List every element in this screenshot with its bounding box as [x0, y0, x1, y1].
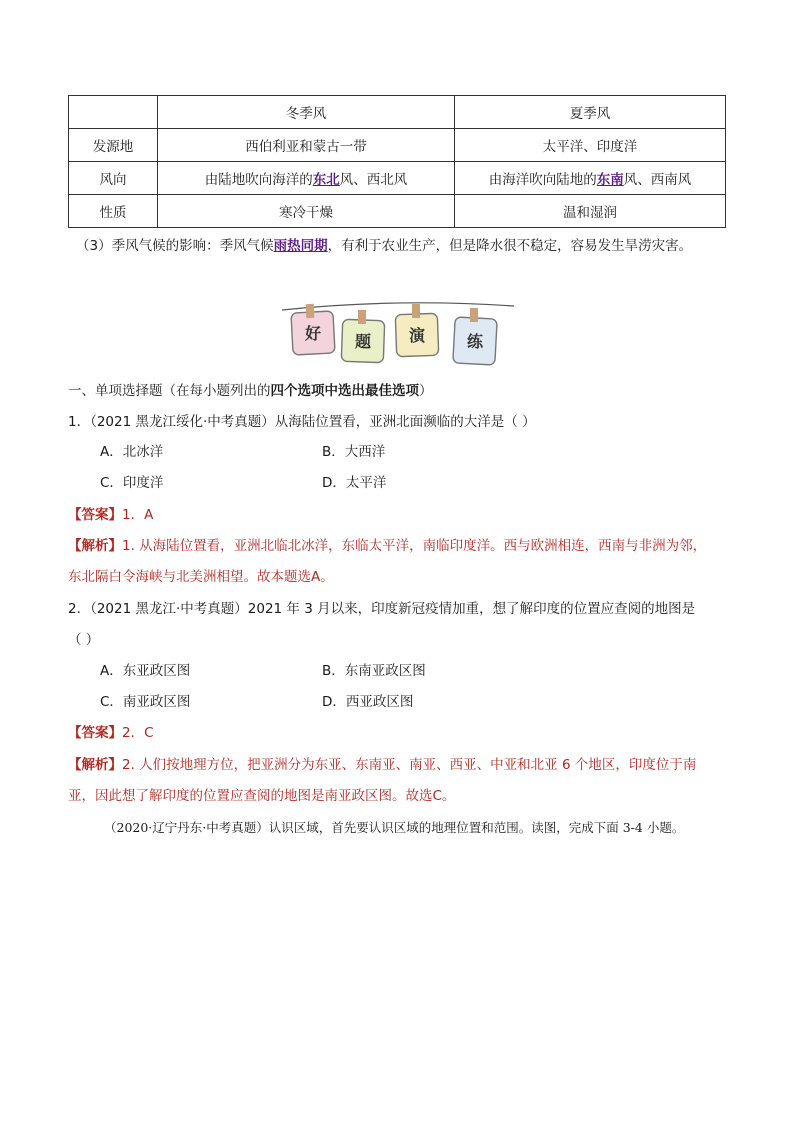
- banner-char: 题: [354, 332, 372, 351]
- q2-option-b[interactable]: B．东南亚政区图: [322, 663, 426, 679]
- q2-answer-value: 2．C: [122, 725, 154, 741]
- section-title-bold: 四个选项中选出最佳选项: [270, 383, 419, 399]
- q1-stem: 1．（2021 黑龙江绥化·中考真题）从海陆位置看，亚洲北面濒临的大洋是（ ）: [68, 414, 536, 430]
- banner-card: [453, 308, 497, 365]
- banner-char: 演: [408, 326, 426, 345]
- q2-answer: [68, 723, 154, 743]
- summer-nature: 温和湿润: [455, 195, 726, 228]
- table-row: [69, 195, 726, 228]
- winter-direction-pre: 由陆地吹向海洋的: [204, 172, 313, 188]
- q1-option-a[interactable]: A．北冰洋: [100, 444, 164, 460]
- monsoon-table: [68, 95, 726, 228]
- q2-answer-tag: 【答案】: [68, 725, 122, 741]
- banner-char: 好: [304, 324, 322, 343]
- impact-pre: （3）季风气候的影响：季风气候: [76, 238, 274, 254]
- section-title: [68, 381, 433, 401]
- winter-nature: 寒冷干燥: [158, 195, 455, 228]
- practice-banner: [278, 296, 518, 376]
- monsoon-impact-note: [76, 236, 692, 256]
- table-header-corner: [69, 96, 158, 129]
- q2-analysis-line1: [68, 755, 696, 775]
- winter-direction-highlight: 东北: [312, 172, 340, 188]
- q1-answer-value: 1．A: [122, 507, 154, 523]
- q2-stem-line1: 2．（2021 黑龙江·中考真题）2021 年 3 月以来，印度新冠疫情加重，想了解印度的位置应查阅的地图是: [68, 601, 696, 617]
- table-row: [69, 162, 726, 195]
- q1-option-c[interactable]: C．印度洋: [100, 475, 164, 491]
- table-header-row: [69, 96, 726, 129]
- banner-card: [395, 304, 438, 357]
- impact-highlight: 雨热同期: [273, 238, 328, 254]
- summer-direction: [455, 162, 726, 195]
- q1-analysis-text1: 1. 从海陆位置看，亚洲北临北冰洋，东临太平洋，南临印度洋。西与欧洲相连，西南与非洲为邻，: [122, 538, 707, 554]
- row-label-source: 发源地: [69, 129, 158, 162]
- winter-source: 西伯利亚和蒙古一带: [158, 129, 455, 162]
- q2-analysis-tag: 【解析】: [68, 757, 122, 773]
- q1-analysis-line1: [68, 536, 706, 556]
- summer-direction-post: 风、西南风: [623, 172, 692, 188]
- winter-direction-post: 风、西北风: [339, 172, 408, 188]
- section-title-post: ）: [419, 383, 433, 399]
- q2-option-a[interactable]: A．东亚政区图: [100, 663, 191, 679]
- row-label-nature: 性质: [69, 195, 158, 228]
- table-header-winter: 冬季风: [158, 96, 455, 129]
- q1-option-b[interactable]: B．大西洋: [322, 444, 386, 460]
- summer-direction-pre: 由海洋吹向陆地的: [488, 172, 597, 188]
- row-label-direction: 风向: [69, 162, 158, 195]
- q3-intro: （2020·辽宁丹东·中考真题）认识区域，首先要认识区域的地理位置和范围。读图，完成下面 3-4 小题。: [104, 820, 685, 835]
- q1-analysis-line2: 东北隔白令海峡与北美洲相望。故本题选A。: [68, 569, 334, 585]
- banner-card: [291, 304, 335, 355]
- q1-answer: [68, 505, 153, 525]
- section-title-pre: 一、单项选择题（在每小题列出的: [68, 383, 271, 399]
- summer-source: 太平洋、印度洋: [455, 129, 726, 162]
- q2-analysis-text1: 2. 人们按地理方位，把亚洲分为东亚、东南亚、南亚、西亚、中亚和北亚 6 个地区，印度位于南: [122, 757, 697, 773]
- q1-analysis-tag: 【解析】: [68, 538, 122, 554]
- banner-char: 练: [466, 332, 484, 351]
- q2-option-d[interactable]: D．西亚政区图: [322, 694, 414, 710]
- winter-direction: [158, 162, 455, 195]
- table-row: [69, 129, 726, 162]
- q2-stem-line2: （ ）: [68, 632, 100, 648]
- impact-post: ，有利于农业生产，但是降水很不稳定，容易发生旱涝灾害。: [327, 238, 693, 254]
- table-header-summer: 夏季风: [455, 96, 726, 129]
- summer-direction-highlight: 东南: [596, 172, 624, 188]
- q1-answer-tag: 【答案】: [68, 507, 122, 523]
- banner-card: [341, 310, 384, 363]
- q1-option-d[interactable]: D．太平洋: [322, 475, 387, 491]
- q2-option-c[interactable]: C．南亚政区图: [100, 694, 191, 710]
- q2-analysis-line2: 亚，因此想了解印度的位置应查阅的地图是南亚政区图。故选C。: [68, 788, 456, 804]
